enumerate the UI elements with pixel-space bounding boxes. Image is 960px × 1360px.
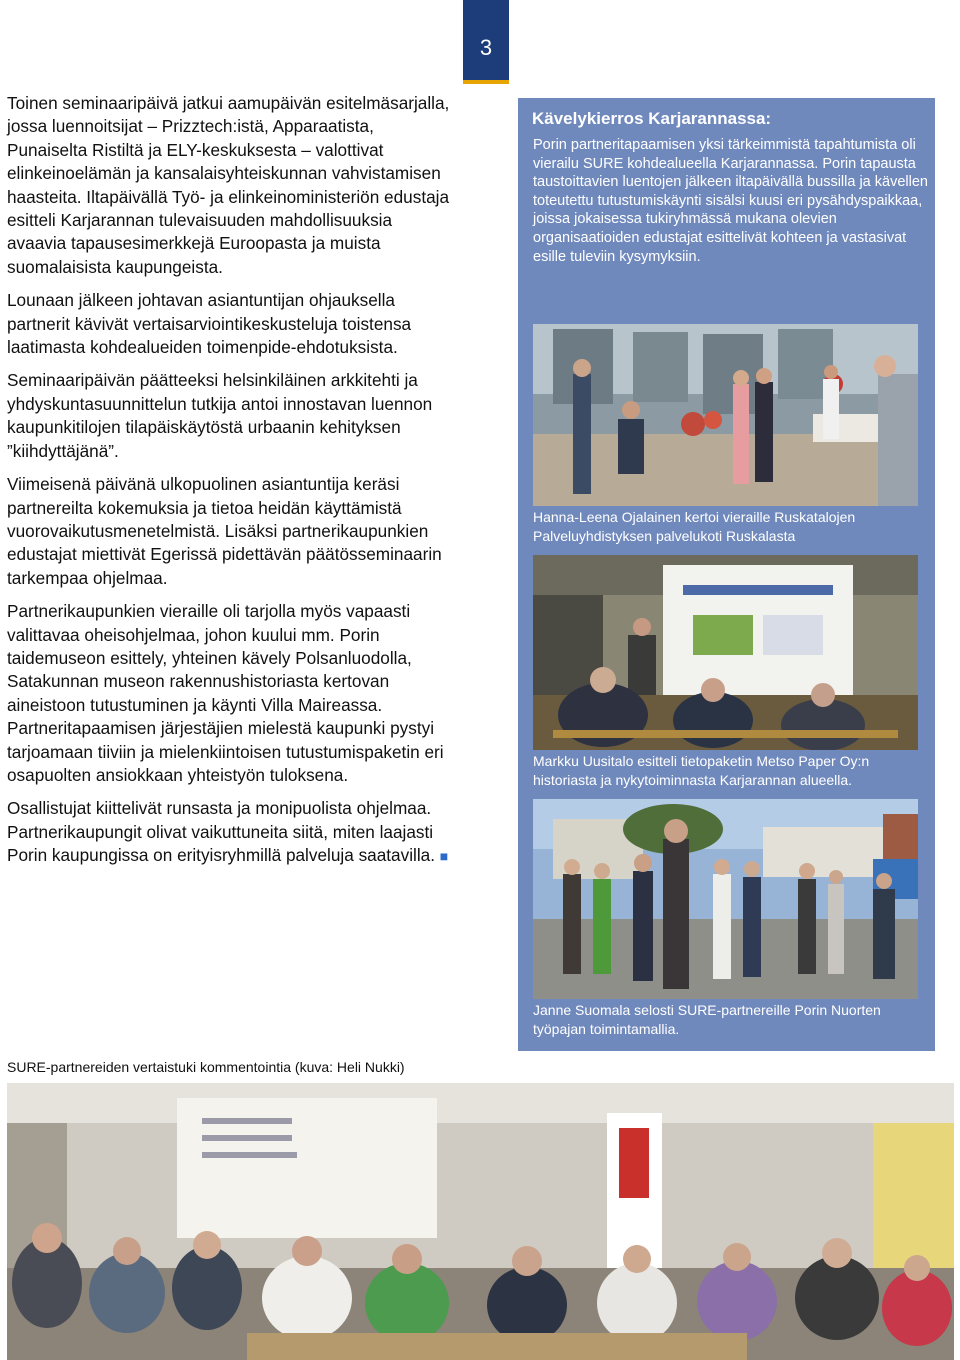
sidebar-box — [518, 98, 935, 1051]
sidebar-body: Porin partneritapaamisen yksi tärkeimmistä tapahtumista oli vierailu SURE kohdealueella Karjarannassa. Porin tapausta taustoittavien luentojen jälkeen iltapäivällä bussilla ja kävellen toteutettu tutustumiskäynti sisälsi kuusi eri pysähdyspaikkaa, joissa jokaisessa tukiryhmässä mukana olevien organisaatioiden edustajat esittelivät kohteen ja vastasivat esille tuleviin kysymyksiin. — [533, 137, 928, 265]
page-number: 3 — [479, 35, 493, 60]
photo-peer-review-session — [7, 1083, 954, 1360]
paragraph: Viimeisenä päivänä ulkopuolinen asiantuntija keräsi partnereilta kokemuksia ja tietoa heidän käyttämistä vuorovaikutusmenetelmistä. Lisäksi partnerikaupunkien edustajat miettivät Egerissä pidettävän päätösseminaarin tarkempaa ohjelmaa. — [7, 474, 442, 588]
photo-ruskala-visit — [533, 324, 918, 506]
paragraph: Partnerikaupunkien vieraille oli tarjolla myös vapaasti valittavaa oheisohjelmaa, johon kuului mm. Porin taidemuseon esittely, yhteinen kävely Polsanluodolla, Satakunnan museon rakennushistoriasta kertovan aineistoon tutustuminen ja käynti Villa Maireassa. Partneritapaamisen järjestäjien mielestä kaupunki pystyi tarjoamaan tiiviin ja mielenkiintoisen tutustumispaketin eri osapuolten ansiokkaan yhteistyön tuloksena. — [7, 601, 444, 785]
photo-caption: Janne Suomala selosti SURE-partnereille Porin Nuorten työpajan toimintamallia. — [533, 1002, 881, 1037]
paragraph: Lounaan jälkeen johtavan asiantuntijan ohjauksella partnerit kävivät vertaisarviointikeskusteluja toistensa laatimasta kohdealueiden toimenpide-ehdotuksista. — [7, 290, 412, 358]
photo-youth-workshop-visit — [533, 799, 918, 999]
bottom-photo-caption: SURE-partnereiden vertaistuki kommentointia (kuva: Heli Nukki) — [7, 1059, 405, 1075]
paragraph-last — [7, 797, 452, 868]
paragraph: Seminaaripäivän päätteeksi helsinkiläinen arkkitehti ja yhdyskuntasuunnittelun tutkija antoi innostavan luennon kaupunkitilojen tilapäiskäytöstä urbaanin kehityksen ”kiihdyttäjänä”. — [7, 370, 433, 461]
paragraph-text: Osallistujat kiittelivät runsasta ja monipuolista ohjelmaa. Partnerikaupungit olivat vaikuttuneita siitä, miten laajasti Porin kaupungissa on erityisryhmillä palveluja saatavilla. — [7, 798, 435, 866]
photo-caption: Hanna-Leena Ojalainen kertoi vieraille Ruskatalojen Palveluyhdistyksen palvelukoti Ruskalasta — [533, 509, 856, 544]
photo-metso-presentation — [533, 555, 918, 750]
page-number-tab — [463, 0, 509, 84]
paragraph: Toinen seminaaripäivä jatkui aamupäivän esitelmäsarjalla, jossa luennoitsijat – Prizztech:istä, Apparaatista, Punaiselta Ristiltä ja ELY-keskuksesta – valottivat elinkeinoelämän ja kansalaisyhteiskunnan vahvistamisen haasteita. Iltapäivällä Työ- ja elinkeinoministeriön edustaja esitteli Karjarannan tulevaisuuden mahdollisuuksia avaavia tapausesimerkkejä Euroopasta ja muista suomalaisista kaupungeista. — [7, 93, 450, 277]
article-body — [7, 92, 452, 879]
end-mark-icon: ■ — [439, 848, 449, 865]
photo-caption: Markku Uusitalo esitteli tietopaketin Metso Paper Oy:n historiasta ja nykytoiminnasta Karjarannan alueella. — [533, 753, 870, 788]
sidebar-title: Kävelykierros Karjarannassa: — [532, 109, 772, 128]
